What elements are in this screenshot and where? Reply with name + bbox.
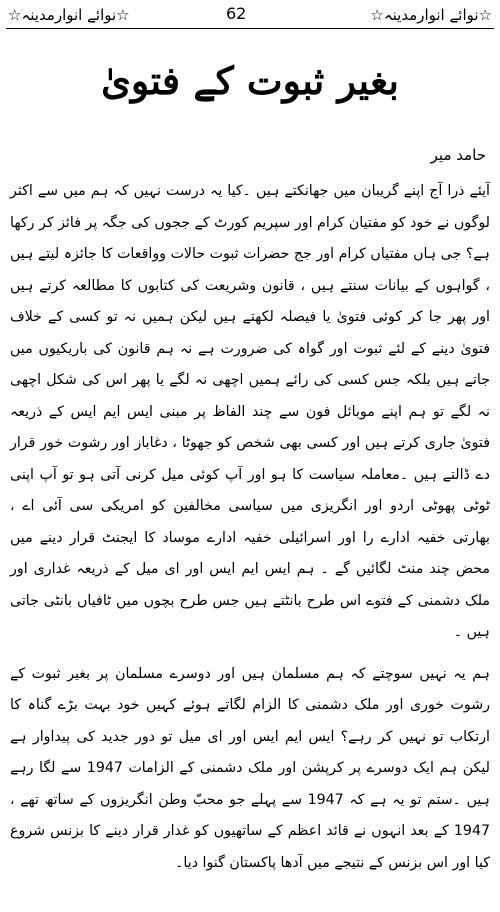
header-divider [6, 28, 494, 29]
paragraph: ہم یہ نہیں سوچتے کہ ہم مسلمان ہیں اور دوسرے مسلمان پر بغیر ثبوت کے رشوت خوری اور ملک دشمنی کا الزام لگاتے ہوئے کہیں خود بہت بڑے گناہ کا ارتکاب تو نہیں کر رہے؟ ایس ایم ایس اور ای میل تو دور جدید کی پیداوار ہے لیکن ہم ایک دوسرے پر کرپشن اور ملک دشمنی کے الزامات 1947 سے لگا رہے ہیں ۔ستم تو یہ ہے کہ 1947 سے پہلے جو محبّ وطن انگریزوں کے ساتھ تھے ، 1947 کے بعد انہوں نے قائد اعظم کے ساتھیوں کو غدار قرار دینے کا بزنس شروع کیا اور اس بزنس کے نتیجے میں آدھا پاکستان گنوا دیا۔ [10, 665, 490, 871]
running-header-left: ☆نوائے انوارمدینہ☆ [8, 6, 130, 24]
article-body [10, 176, 490, 889]
running-header-right: ☆نوائے انوارمدینہ☆ [370, 6, 492, 24]
page-header [0, 4, 500, 30]
paragraph: آیئے ذرا آج اپنے گریبان میں جھانکتے ہیں ۔کیا یہ درست نہیں کہ ہم میں سے اکثر لوگوں نے خود کو مفتیان کرام اور سپریم کورٹ کے ججوں کی جگہ پر فائز کر رکھا ہے؟ جی ہاں مفتیاں کرام اور جج حضرات ثبوت حالات وواقعات کا جائزہ لیتے ہیں ، گواہوں کے بیانات سنتے ہیں ، قانون وشریعت کی کتابوں کا مطالعہ کرتے ہیں اور پھر جا کر کوئی فتویٰ یا فیصلہ لکھتے ہیں لیکن ہمیں نہ تو کسی کے خلاف فتویٰ دینے کے لئے ثبوت اور گواہ کی ضرورت ہے نہ ہم قانون کی باریکیوں میں جاتے ہیں بلکہ جس کسی کی رائے ہمیں اچھی نہ لگے یا پھر اس کی شکل اچھی نہ لگے تو ہم اپنے موبائل فون سے چند الفاظ پر مبنی ایس ایم ایس کے ذریعہ فتویٰ جاری کرتے ہیں اور کسی بھی شخص کو جھوٹا ، دغاباز اور رشوت خور قرار دے ڈالتے ہیں ۔معاملہ سیاست کا ہو اور آپ کوئی میل کرنی آتی ہو تو آپ اپنی ٹوٹی پھوٹی اردو اور انگریزی میں سیاسی مخالفین کو امریکی سی آئی اے ، بھارتی خفیہ ادارے را اور اسرائیلی خفیہ ادارے موساد کا ایجنٹ قرار دینے میں محض چند منٹ لگائیں گے ۔ ہم ایس ایم ایس اور ای میل کے ذریعہ غداری اور ملک دشمنی کے فتوے اس طرح بانٹتے ہیں جس طرح بچوں میں ٹافیاں بانٹی جاتی ہیں ۔ [10, 183, 490, 640]
author-name: حامد میر [430, 146, 486, 164]
article-title: بغیر ثبوت کے فتویٰ [101, 58, 399, 103]
page-number: 62 [226, 4, 247, 23]
